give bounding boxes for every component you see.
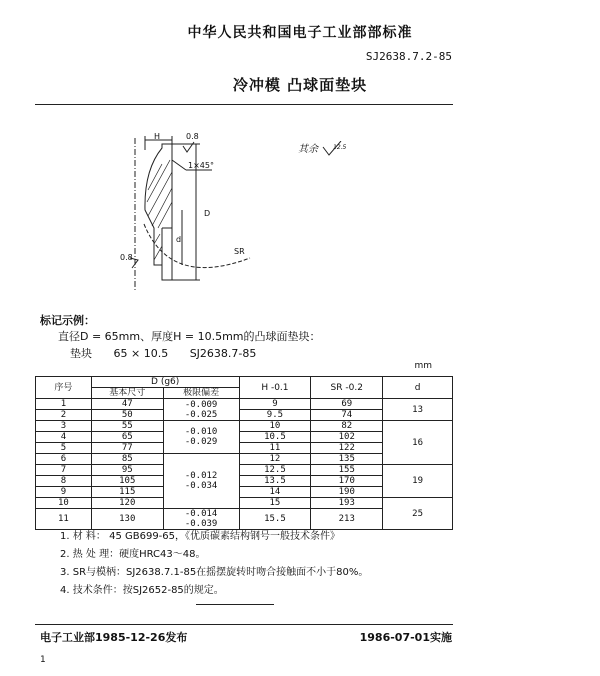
table-row: 3 55 -0.010 -0.029 10 82 16 [36,421,453,432]
table-row: 7 95 12.5 155 19 [36,465,453,476]
label-d-upper: D [204,209,211,218]
roughness-note-text: 其余 [298,144,318,155]
label-chamfer: 1×45° [188,161,214,170]
label-sr: SR [234,247,245,256]
technical-drawing [80,130,280,298]
table-row: 11 130 -0.014 -0.039 15.5 213 [36,509,453,530]
document-title: 冷冲模 凸球面垫块 [232,76,368,94]
label-roughness-top: 0.8 [186,132,199,141]
label-roughness-left: 0.8 [120,253,133,262]
small-d-cell: 13 [383,399,453,421]
notes-end-divider [196,604,274,605]
svg-text:12.5: 12.5 [333,144,347,151]
small-d-cell: 25 [383,498,453,530]
note-heat-treatment: 2. 热 处 理：硬度HRC43～48。 [60,549,206,560]
header-d-group: D (g6) [91,377,239,388]
table-row: 2 50 9.5 74 [36,410,453,421]
table-row: 4 65 10.5 102 [36,432,453,443]
standard-header-title: 中华人民共和国电子工业部部标准 [187,25,413,41]
example-description: 直径D = 65mm、厚度H = 10.5mm的凸球面垫块： [58,330,321,343]
sr-radius-line [144,224,250,268]
note-material: 1. 材 料： 45 GB699-65，《优质碳素结构钢号一般技术条件》 [60,531,341,542]
header-nominal: 基本尺寸 [91,388,163,399]
deviation-cell: -0.009 -0.025 [163,399,239,421]
roughness-symbol-icon [321,141,347,157]
table-row: 5 77 11 122 [36,443,453,454]
note-contact: 3. SR与模柄：SJ2638.7.1-85在摇摆旋转时吻合接触面不小于80%。 [60,567,369,578]
table-row: 9 115 14 190 [36,487,453,498]
top-divider [35,104,453,105]
spec-table [35,376,453,530]
section-hatch [147,160,172,260]
header-sr: SR -0.2 [311,377,383,399]
example-part-size: 65 × 10.5 [113,347,169,360]
header-small-d: d [383,377,453,399]
deviation-cell: -0.014 -0.039 [163,509,239,530]
bottom-divider [35,624,453,625]
table-row: 8 105 13.5 170 [36,476,453,487]
header-deviation: 极限偏差 [163,388,239,399]
issued-date: 电子工业部1985-12-26发布 [40,631,188,644]
table-row: 6 85 -0.012 -0.034 12 135 [36,454,453,465]
example-marking [70,345,274,361]
label-h: H [154,132,161,141]
header-seq: 序号 [36,377,92,399]
example-title: 标记示例： [40,314,95,327]
note-technical-conditions: 4. 技术条件：按SJ2652-85的规定。 [60,585,224,596]
technical-notes [60,528,368,600]
roughness-note [298,140,347,157]
table-row: 10 120 15 193 25 [36,498,453,509]
implemented-date: 1986-07-01实施 [359,631,452,644]
page-number: 1 [40,655,46,665]
deviation-cell: -0.010 -0.029 [163,421,239,454]
example-part-name: 垫块 [70,347,92,360]
deviation-cell: -0.012 -0.034 [163,454,239,509]
small-d-cell: 16 [383,421,453,465]
header-h: H -0.1 [239,377,311,399]
standard-number: SJ2638.7.2-85 [365,50,452,63]
unit-label: mm [414,361,432,371]
table-row: 1 47 -0.009 -0.025 9 69 13 [36,399,453,410]
label-d-lower: d [176,235,182,244]
small-d-cell: 19 [383,465,453,498]
example-part-code: SJ2638.7-85 [189,347,257,360]
